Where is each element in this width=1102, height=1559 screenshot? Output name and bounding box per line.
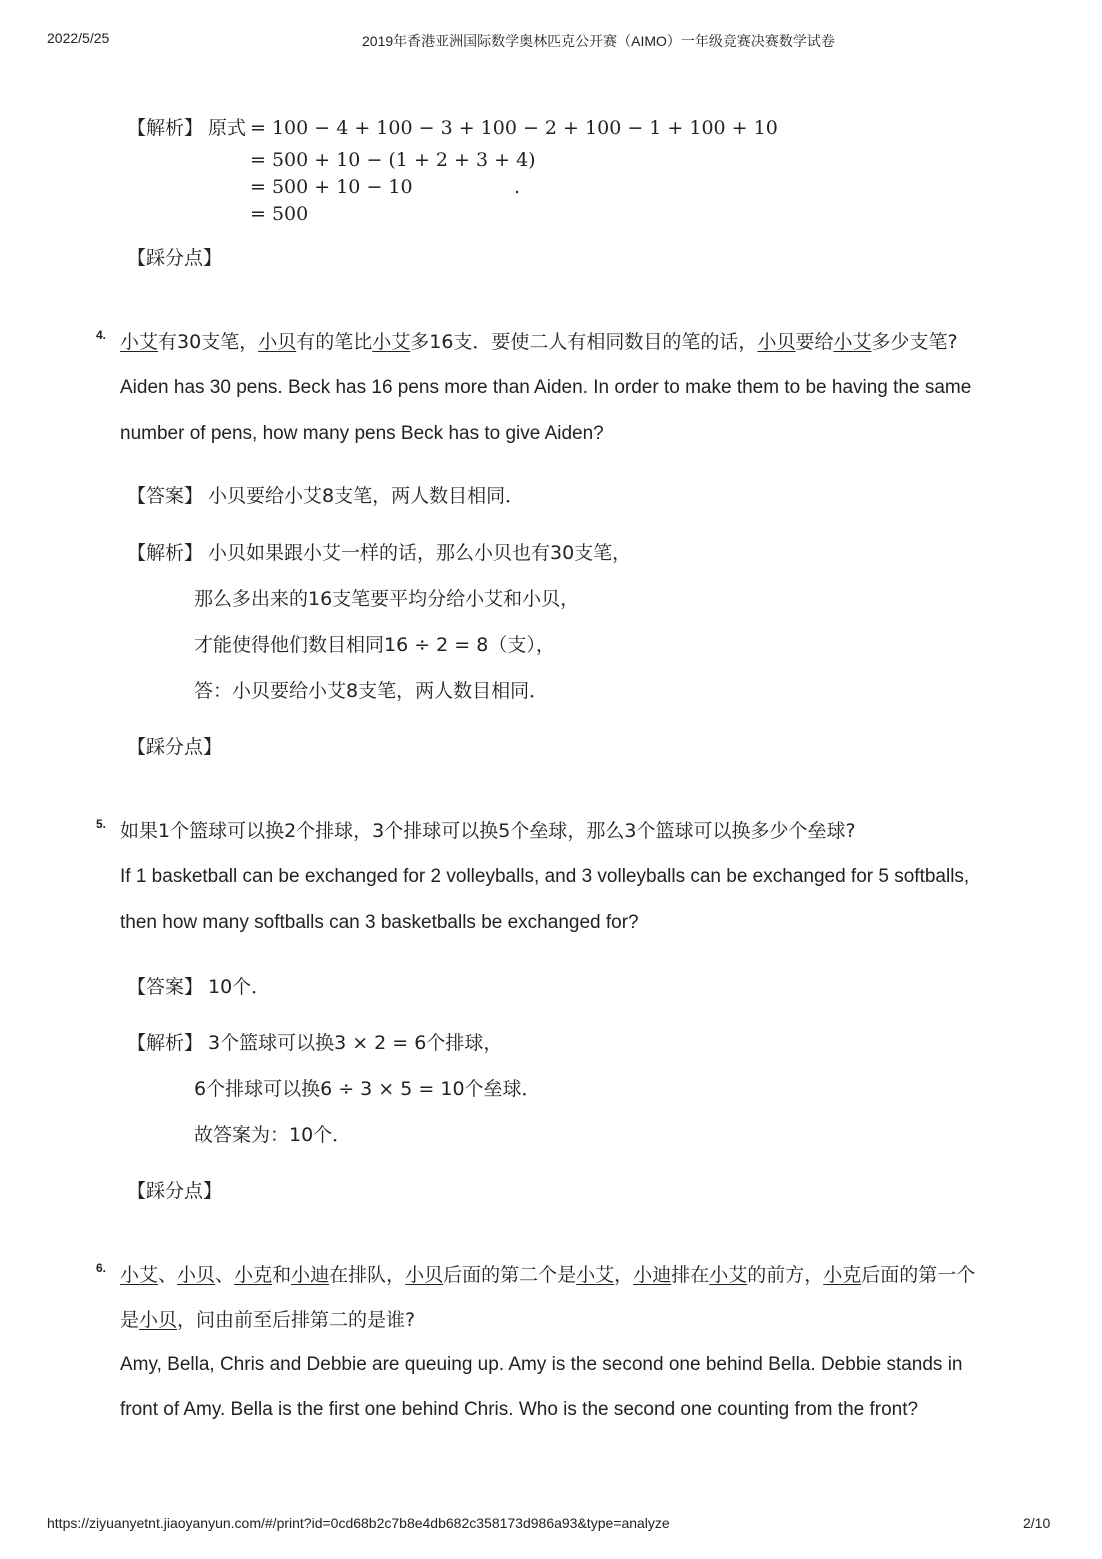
question-text: 后面的第一个 [861, 1264, 976, 1286]
name-beck: 小贝 [258, 331, 297, 353]
question-number: 6. [96, 1261, 107, 1275]
q4-question-en: number of pens, how many pens Beck has to give Aiden? [120, 423, 604, 444]
name-amy: 小艾 [120, 1264, 159, 1286]
q5-analysis-line: 故答案为：10个． [194, 1124, 352, 1146]
print-date: 2022/5/25 [47, 30, 110, 46]
name-chris: 小克 [234, 1264, 273, 1286]
q5-question-en: If 1 basketball can be exchanged for 2 volleyballs, and 3 volleyballs can be exchanged for 5 softballs, [120, 866, 970, 887]
q5-answer: 10个． [208, 976, 271, 998]
q5-analysis-label: 【解析】 [127, 1032, 204, 1054]
q6-question-zh [120, 1263, 975, 1287]
q4-points-label: 【踩分点】 [127, 736, 223, 758]
question-text: 和 [272, 1264, 292, 1286]
name-bella: 小贝 [405, 1264, 444, 1286]
q5-answer-label: 【答案】 [127, 976, 204, 998]
question-text: 要给 [795, 331, 834, 353]
question-text: 、 [158, 1264, 178, 1286]
q4-analysis-line: 那么多出来的16支笔要平均分给小艾和小贝， [194, 588, 580, 610]
name-bella: 小贝 [177, 1264, 216, 1286]
q5-question-en: then how many softballs can 3 basketballs be exchanged for? [120, 912, 639, 933]
q3-points-label: 【踩分点】 [127, 247, 223, 269]
name-aiden: 小艾 [120, 331, 159, 353]
q5-analysis-line: 6个排球可以换6 ÷ 3 × 5 = 10个垒球． [194, 1078, 541, 1100]
question-number: 5. [96, 817, 107, 831]
q4-analysis-line: 答：小贝要给小艾8支笔，两人数目相同． [194, 680, 549, 702]
name-aiden: 小艾 [372, 331, 411, 353]
document-title: 2019年香港亚洲国际数学奥林匹克公开赛（AIMO）一年级竞赛决赛数学试卷 [362, 33, 835, 49]
name-bella: 小贝 [139, 1309, 178, 1331]
q5-analysis-line: 3个篮球可以换3 × 2 = 6个排球， [208, 1032, 503, 1054]
q5-question-zh: 如果1个篮球可以换2个排球，3个排球可以换5个垒球，那么3个篮球可以换多少个垒球? [120, 820, 856, 842]
q4-answer: 小贝要给小艾8支笔，两人数目相同． [208, 485, 525, 507]
name-aiden: 小艾 [833, 331, 872, 353]
q6-question-zh-cont [120, 1308, 415, 1332]
question-text: 、 [215, 1264, 235, 1286]
q4-analysis-line: 小贝如果跟小艾一样的话，那么小贝也有30支笔， [208, 542, 632, 564]
q4-analysis-label: 【解析】 [127, 542, 204, 564]
name-amy: 小艾 [576, 1264, 615, 1286]
question-text: 有的笔比 [296, 331, 373, 353]
name-amy: 小艾 [709, 1264, 748, 1286]
question-text: 多少支笔? [871, 331, 958, 353]
q3-analysis-prefix: 原式 [208, 117, 247, 139]
name-debbie: 小迪 [633, 1264, 672, 1286]
question-text: 排在 [671, 1264, 710, 1286]
q4-answer-label: 【答案】 [127, 485, 204, 507]
name-beck: 小贝 [757, 331, 796, 353]
name-chris: 小克 [823, 1264, 862, 1286]
question-number: 4. [96, 328, 107, 342]
q5-points-label: 【踩分点】 [127, 1180, 223, 1202]
q3-step-line: = 500 + 10 − 10 [250, 176, 413, 198]
q3-step-line: = 500 [250, 203, 309, 225]
q3-step-line: = 100 − 4 + 100 − 3 + 100 − 2 + 100 − 1 + 100 + 10 [250, 117, 778, 139]
question-text: 后面的第二个是 [443, 1264, 577, 1286]
question-text: 多16支．要使二人有相同数目的笔的话， [410, 331, 758, 353]
question-text: ， [614, 1264, 634, 1286]
q4-analysis-line: 才能使得他们数目相同16 ÷ 2 = 8（支）， [194, 634, 555, 656]
q4-question-en: Aiden has 30 pens. Beck has 16 pens more than Aiden. In order to make them to be having the same [120, 377, 972, 398]
q3-analysis-label: 【解析】 [127, 117, 204, 139]
question-text: 在排队， [329, 1264, 406, 1286]
name-debbie: 小迪 [291, 1264, 330, 1286]
q3-step-line: = 500 + 10 − (1 + 2 + 3 + 4) [250, 149, 536, 171]
source-url: https://ziyuanyetnt.jiaoyanyun.com/#/print?id=0cd68b2c7b8e4db682c358173d986a93&type=analyze [47, 1515, 670, 1531]
q6-question-en: front of Amy. Bella is the first one behind Chris. Who is the second one counting from the front? [120, 1399, 919, 1420]
question-text: 有30支笔， [158, 331, 259, 353]
q6-question-en: Amy, Bella, Chris and Debbie are queuing up. Amy is the second one behind Bella. Debbie stands in [120, 1354, 963, 1375]
question-text: ，问由前至后排第二的是谁? [177, 1309, 416, 1331]
page-number: 2/10 [1023, 1515, 1051, 1531]
question-text: 的前方， [747, 1264, 824, 1286]
question-text: 是 [120, 1309, 140, 1331]
q3-period: . [514, 176, 521, 198]
q4-question-zh [120, 330, 958, 354]
